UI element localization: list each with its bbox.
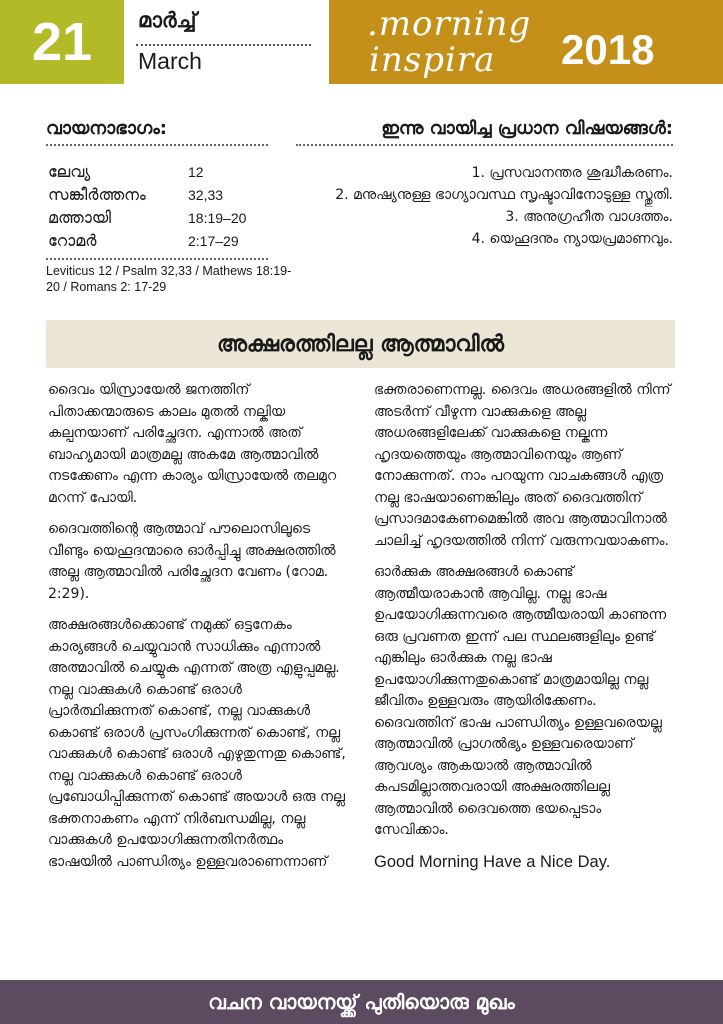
themes-divider: [296, 144, 673, 146]
footer-tagline: വചന വായനയ്ക്ക് പുതിയൊരു മുഖം: [0, 980, 723, 1024]
brand-banner: [329, 0, 723, 84]
reading-row: [48, 206, 246, 229]
theme-item: 1. പ്രസവാനന്തര ശുദ്ധീകരണം.: [471, 165, 673, 181]
body-paragraph: അക്ഷരങ്ങൾക്കൊണ്ട് നമുക്ക് ഒട്ടനേകം കാര്യങ്ങൾ ചെയ്യുവാൻ സാധിക്കും എന്നാൽ അത്മാവിൽ ചെയ്യുക എന്നത് അത്ര എളുപ്പമല്ല. നല്ല വാക്കുകൾ കൊണ്ട് ഒരാൾ പ്രാർത്ഥിക്കുന്നത് കൊണ്ട്, നല്ല വാക്കുകൾ കൊണ്ട് ഒരാൾ പ്രസംഗിക്കുന്നത് കൊണ്ട്, നല്ല വാക്കുകൾ കൊണ്ട് ഒരാൾ എഴുതുന്നതു കൊണ്ട്, നല്ല വാക്കുകൾ കൊണ്ട് ഒരാൾ പ്രബോധിപ്പിക്കുന്നത് കൊണ്ട് അയാൾ ഒരു നല്ല ഭക്തനാകണം എന്ന് നിർബന്ധമില്ല, നല്ല വാക്കുകൾ ഉപയോഗിക്കുന്നതിനർത്ഥം ഭാഷയിൽ പാണ്ഡിത്യം ഉള്ളവരാണെന്നാണ്: [48, 617, 346, 870]
month-divider: [136, 44, 311, 46]
reading-ref: 32,33: [188, 186, 224, 203]
readings-divider: [46, 144, 268, 146]
theme-item: 2. മനുഷ്യനുള്ള ഭാഗ്യാവസ്ഥ സൃഷ്ടാവിനോടുള്ള സ്തുതി.: [335, 187, 673, 203]
reading-book: മത്തായി: [48, 207, 112, 227]
greeting: Good Morning Have a Nice Day.: [374, 852, 611, 871]
body-paragraph: ഓർക്കുക അക്ഷരങ്ങൾ കൊണ്ട് ആത്മീയരാകാൻ ആവില്ല. നല്ല ഭാഷ ഉപയോഗിക്കുന്നവരെ ആത്മീയരായി കാണുന്ന ഒരു പ്രവണത ഇന്ന് പല സ്ഥലങ്ങളിലും ഉണ്ട് എങ്കിലും ഓർക്കുക നല്ല ഭാഷ ഉപയോഗിക്കുന്നതുകൊണ്ട് മാത്രമായില്ല നല്ല ജീവിതം ഉള്ളവരും ആയിരിക്കേണം. ദൈവത്തിന് ഭാഷ പാണ്ഡിത്യം ഉള്ളവരെയല്ല ആത്മാവിൽ പ്രാഗൽഭ്യം ഉള്ളവരെയാണ് ആവശ്യം ആകയാൽ ആത്മാവിൽ കപടമില്ലാത്തവരായി അക്ഷരത്തിലല്ല ആത്മാവിൽ ദൈവത്തെ ഭയപ്പെടാം സേവിക്കാം.: [374, 564, 667, 838]
body-paragraph: ദൈവം യിസ്രായേൽ ജനത്തിന് പിതാക്കന്മാരുടെ കാലം മുതൽ നല്കിയ കല്പനയാണ് പരിച്ഛേദന. എന്നാൽ അത് ബാഹ്യമായി മാത്രമല്ല അകമേ ആത്മാവിൽ നടക്കേണം എന്ന കാര്യം യിസ്രായേൽ തലമുറ മറന്ന് പോയി.: [48, 382, 337, 506]
reading-book: സങ്കീർത്തനം: [48, 184, 146, 204]
reading-ref: 12: [188, 163, 204, 180]
body-paragraph: ദൈവത്തിന്റെ ആത്മാവ് പൗലൊസിലൂടെ വീണ്ടും യെഹൂദന്മാരെ ഓർപ്പിച്ചു അക്ഷരത്തിൽ അല്ല ആത്മാവിൽ പരിച്ഛേദന വേണം (റോമ. 2:29).: [48, 521, 336, 602]
readings-heading: വായനാഭാഗം:: [46, 118, 167, 139]
date-day: 21: [0, 0, 124, 84]
readings-divider-bottom: [46, 258, 268, 260]
body-paragraph: ഭക്തരാണെന്നല്ല. ദൈവം അധരങ്ങളിൽ നിന്ന് അടർന്ന് വീഴുന്ന വാക്കുകളെ അല്ല അധരങ്ങളിലേക്ക് വാക്കുകളെ നല്കുന്ന ഹൃദയത്തെയും ആത്മാവിനെയും ആണ് നോക്കുന്നത്. നാം പറയുന്ന വാചകങ്ങൾ എത്ര നല്ല ഭാഷയാണെങ്കിലും അത് ദൈവത്തിന് പ്രസാദമാകേണമെങ്കിൽ അവ ആത്മാവിനാൽ ചാലിച്ച് ഹൃദയത്തിൽ നിന്ന് വരുന്നവയാകണം.: [374, 382, 671, 549]
reading-ref: 18:19–20: [188, 209, 247, 226]
readings-table: [48, 160, 246, 252]
month-english: March: [138, 48, 202, 74]
body-left-column: [48, 380, 348, 883]
brand-logo-line1: .morning: [367, 4, 532, 44]
reading-row: [48, 183, 246, 206]
month-block: [124, 0, 329, 84]
themes-heading: ഇന്നു വായിച്ച പ്രധാന വിഷയങ്ങൾ:: [381, 118, 673, 139]
devotion-title: അക്ഷരത്തിലല്ല ആത്മാവിൽ: [46, 320, 675, 368]
theme-item: 3. അനുഗ്രഹീത വാഗ്ദത്തം.: [505, 209, 673, 225]
brand-year: 2018: [561, 26, 655, 73]
body-right-column: [374, 380, 679, 873]
month-malayalam: മാർച്ച്: [138, 8, 197, 32]
reading-book: ലേവ്യ: [48, 161, 91, 181]
brand-logo-line2: inspira: [369, 40, 496, 80]
reading-ref: 2:17–29: [188, 232, 239, 249]
reading-row: [48, 229, 246, 252]
theme-item: 4. യെഹൂദനും ന്യായപ്രമാണവും.: [471, 231, 673, 247]
reading-row: [48, 160, 246, 183]
reading-book: റോമർ: [48, 230, 97, 250]
readings-english: Leviticus 12 / Psalm 32,33 / Mathews 18:19-20 / Romans 2: 17-29: [46, 264, 292, 294]
themes-list: [290, 162, 673, 250]
